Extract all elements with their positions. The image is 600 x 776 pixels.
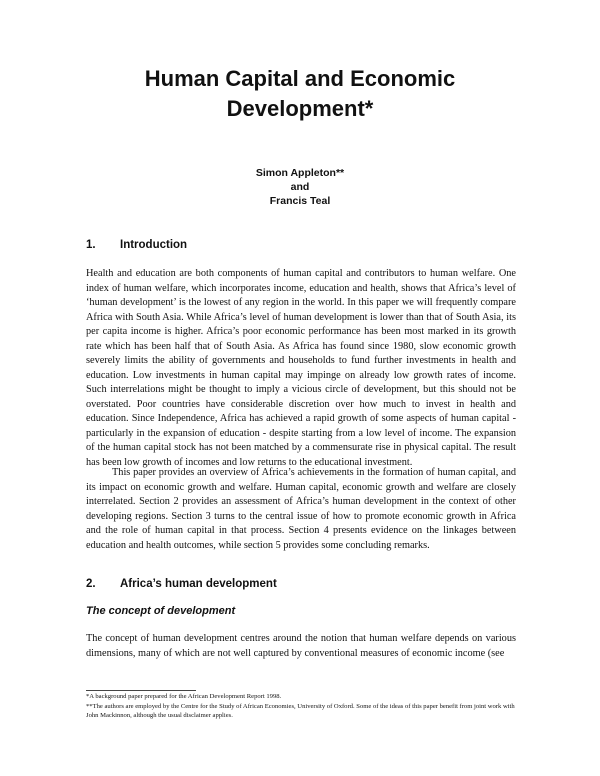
author-conjunction: and	[290, 181, 310, 193]
section-number: 2.	[86, 578, 96, 590]
body-paragraph: Health and education are both components of human capital and contributors to human welfare. One index of human welfare, which incorporates income, education and health, shows that Africa’s level of ‘human development’ is the lowest of any region in the world. In this paper we will frequently compare Africa with South Asia. While Africa’s level of human development is lower than that of South Asia, its per capita income is higher. Africa’s poor economic performance has been most marked in its growth rate which has been half that of South Asia. As Africa has found since 1980, slow economic growth severely limits the ability of governments and households to fund further investments in health and education. Low investments in human capital may impinge on already low growth rates of income. Such interrelations might be thought to imply a vicious circle of development, but this should not be overstated. Poor countries have considerable discretion over how much to invest in health and education. Since Independence, Africa has achieved a rapid growth of some aspects of human capital - particularly in the expansion of education - despite starting from a low level of income. The expansion of the human capital stock has not been matched by a commensurate rise in physical capital. The result has been low growth of incomes and low returns to the educational investment.	[86, 268, 516, 468]
footnote: *A background paper prepared for the African Development Report 1998.	[86, 693, 282, 700]
section-title: Africa’s human development	[120, 578, 277, 590]
footnote-divider	[86, 690, 196, 691]
author-block	[0, 166, 600, 208]
body-paragraph: This paper provides an overview of Africa’s achievements in the formation of human capital, and its impact on economic growth and welfare. Human capital, economic growth and welfare are closely interrelated. Section 2 provides an assessment of Africa’s human development in the context of other developing regions. Section 3 turns to the central issue of how to promote economic growth in Africa and the role of human capital in that process. Section 4 presents evidence on the linkages between education and health outcomes, while section 5 provides some concluding remarks.	[86, 467, 516, 551]
title-line-2: Development*	[226, 96, 374, 121]
footnote: **The authors are employed by the Centre for the Study of African Economies, University of Oxford. Some of the ideas of this paper benefit from joint work with John Mackinnon, although the usual disclaimer applies.	[86, 702, 515, 719]
section-number: 1.	[86, 239, 96, 251]
subsection-heading: The concept of development	[86, 605, 236, 617]
section-heading-human-development	[86, 577, 277, 591]
author-name: Simon Appleton**	[255, 167, 345, 179]
section-heading-introduction	[86, 238, 187, 252]
author-name: Francis Teal	[269, 195, 331, 207]
paper-title	[0, 64, 600, 124]
title-line-1: Human Capital and Economic	[144, 66, 456, 91]
section-title: Introduction	[120, 239, 188, 251]
body-paragraph: The concept of human development centres around the notion that human welfare depends on various dimensions, many of which are not well captured by conventional measures of economic income (see	[86, 633, 516, 659]
footnotes	[86, 692, 526, 721]
